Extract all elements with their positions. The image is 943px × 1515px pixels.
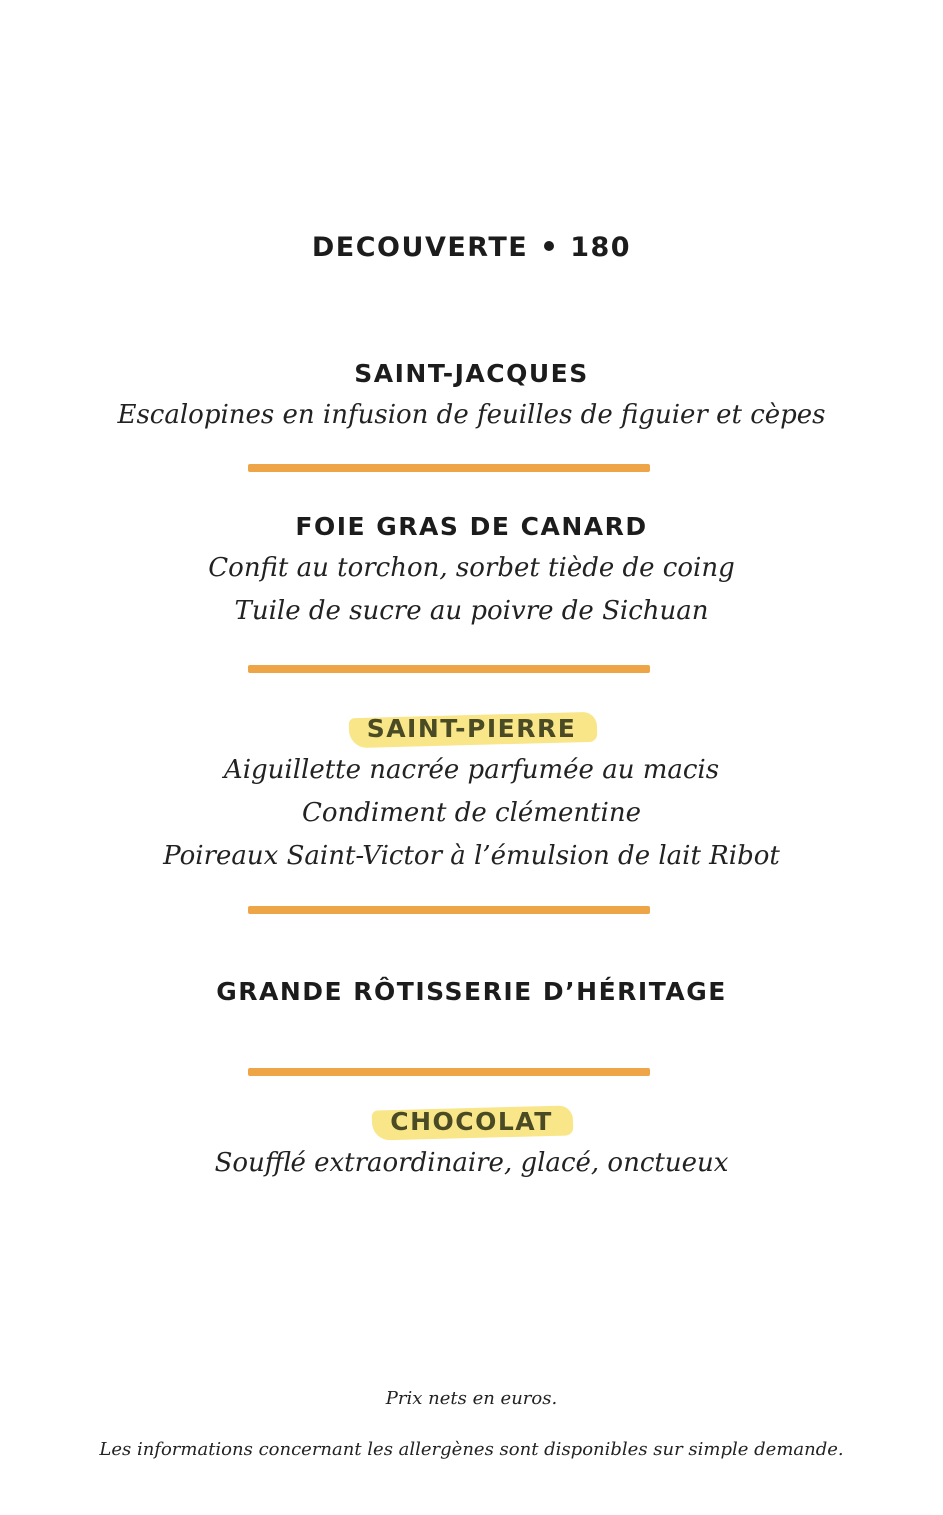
course-grande-rotisserie xyxy=(0,974,943,1012)
course-name: FOIE GRAS DE CANARD xyxy=(295,512,648,541)
bullet-dot-icon xyxy=(544,241,554,251)
course-name xyxy=(0,711,943,747)
course-description-line: Condiment de clémentine xyxy=(302,798,641,828)
course-description-line: Escalopines en infusion de feuilles de figuier et cèpes xyxy=(117,400,826,430)
course-name: SAINT-JACQUES xyxy=(354,359,589,388)
divider xyxy=(248,1068,650,1076)
course-description-line: Aiguillette nacrée parfumée au macis xyxy=(223,755,720,785)
course-name-text: CHOCOLAT xyxy=(390,1107,553,1136)
menu-title xyxy=(0,228,943,268)
course-saint-jacques xyxy=(0,356,943,437)
menu-title-text: DECOUVERTE xyxy=(311,232,529,263)
course-name-text: SAINT-PIERRE xyxy=(366,714,577,743)
course-description-line: Soufflé extraordinaire, glacé, onctueux xyxy=(214,1148,729,1178)
divider xyxy=(248,464,650,472)
course-name: GRANDE RÔTISSERIE D’HÉRITAGE xyxy=(216,977,727,1006)
prices-note: Prix nets en euros. xyxy=(385,1388,558,1409)
course-foie-gras xyxy=(0,509,943,633)
course-description-line: Poireaux Saint-Victor à l’émulsion de lait Ribot xyxy=(163,841,780,871)
highlight-marker xyxy=(376,1104,567,1140)
menu-price: 180 xyxy=(570,232,632,263)
course-saint-pierre xyxy=(0,711,943,878)
course-chocolat xyxy=(0,1104,943,1185)
course-description-line: Tuile de sucre au poivre de Sichuan xyxy=(234,596,709,626)
allergens-note: Les informations concernant les allergènes sont disponibles sur simple demande. xyxy=(99,1439,844,1460)
divider xyxy=(248,906,650,914)
highlight-marker xyxy=(353,711,591,747)
course-name xyxy=(0,1104,943,1140)
course-description-line: Confit au torchon, sorbet tiède de coing xyxy=(208,553,735,583)
divider xyxy=(248,665,650,673)
